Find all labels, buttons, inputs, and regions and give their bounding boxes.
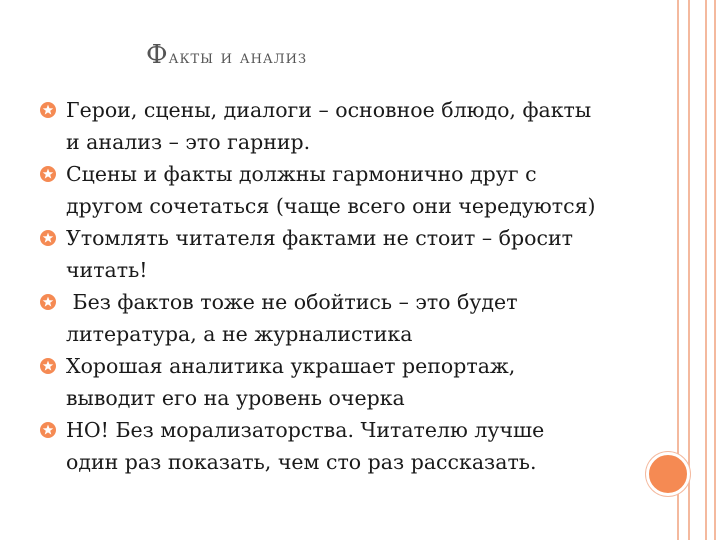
bullet-line-1: Без фактов тоже не обойтись – это будет bbox=[66, 290, 518, 314]
star-bullet-icon bbox=[40, 230, 56, 246]
title-first-letter: Ф bbox=[146, 40, 169, 70]
bullet-line-2: другом сочетаться (чаще всего они чередуются) bbox=[66, 194, 596, 218]
star-bullet-icon bbox=[40, 166, 56, 182]
bullet-line-2: литература, а не журналистика bbox=[66, 322, 413, 346]
bullet-line-1: НО! Без морализаторства. Читателю лучше bbox=[66, 418, 545, 442]
bullet-item bbox=[40, 222, 660, 286]
frame-line bbox=[705, 0, 707, 540]
slide-title bbox=[146, 40, 307, 70]
star-bullet-icon bbox=[40, 102, 56, 118]
star-bullet-icon bbox=[40, 294, 56, 310]
title-rest: акты и анализ bbox=[168, 47, 308, 68]
bullet-line-2: выводит его на уровень очерка bbox=[66, 386, 405, 410]
bullet-line-2: и анализ – это гарнир. bbox=[66, 130, 311, 154]
bullet-item bbox=[40, 286, 660, 350]
bullet-line-1: Хорошая аналитика украшает репортаж, bbox=[66, 354, 516, 378]
frame-line bbox=[714, 0, 716, 540]
bullet-line-1: Утомлять читателя фактами не стоит – бросит bbox=[66, 226, 573, 250]
bullet-item bbox=[40, 414, 660, 478]
bullet-item bbox=[40, 350, 660, 414]
frame-line bbox=[688, 0, 690, 540]
bullet-list bbox=[40, 94, 660, 478]
bullet-line-1: Герои, сцены, диалоги – основное блюдо, факты bbox=[66, 98, 592, 122]
bullet-item bbox=[40, 94, 660, 158]
bullet-line-2: один раз показать, чем сто раз рассказать. bbox=[66, 450, 537, 474]
bullet-line-1: Сцены и факты должны гармонично друг с bbox=[66, 162, 537, 186]
bullet-line-2: читать! bbox=[66, 258, 148, 282]
star-bullet-icon bbox=[40, 422, 56, 438]
star-bullet-icon bbox=[40, 358, 56, 374]
bullet-item bbox=[40, 158, 660, 222]
